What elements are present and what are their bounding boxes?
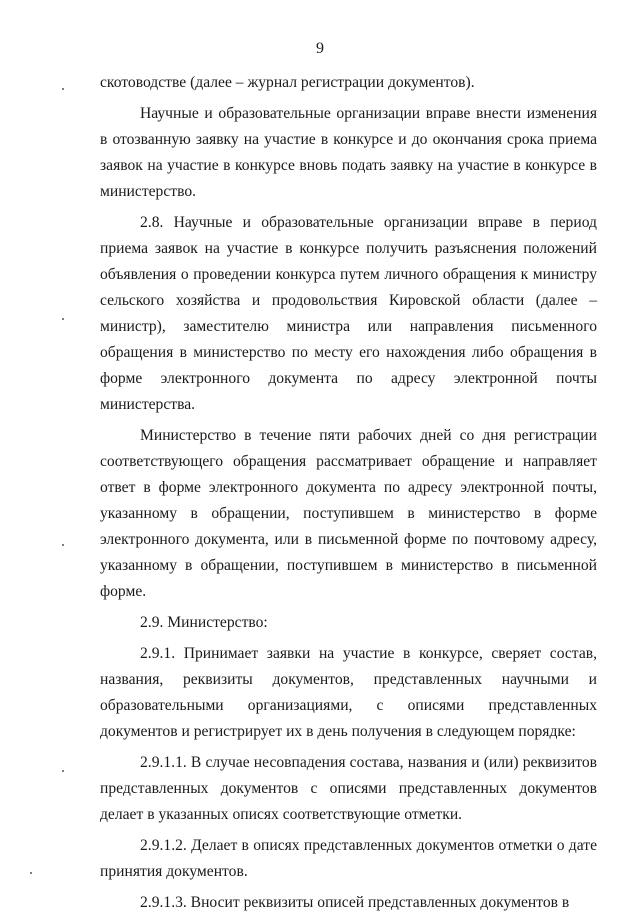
scan-speck bbox=[62, 770, 64, 772]
paragraph-ministry-response: Министерство в течение пяти рабочих дней со дня регистрации соответствующего обращения рассматривает обращение и направляет ответ в форме электронного документа по адресу электронной почты, указанному в обращении, поступившем в министерство в форме электронного документа, или в письменной форме по почтовому адресу, указанному в обращении, поступившем в министерство в письменной форме. bbox=[100, 427, 597, 600]
paragraph-2-9-1-1: 2.9.1.1. В случае несовпадения состава, названия и (или) реквизитов представленных документов с описями представленных документов делает в указанных описях соответствующие отметки. bbox=[100, 754, 597, 823]
paragraph-continuation: скотоводстве (далее – журнал регистрации документов). bbox=[100, 74, 475, 91]
page-number: 9 bbox=[316, 40, 324, 57]
scan-speck bbox=[62, 88, 64, 90]
paragraph-2-8: 2.8. Научные и образовательные организации вправе в период приема заявок на участие в конкурсе получить разъяснения положений объявления о проведении конкурса путем личного обращения к министру сельского хозяйства и продовольствия Кировской области (далее – министр), заместителю министра или направления письменного обращения в министерство по месту его нахождения либо обращения в форме электронного документа по адресу электронной почты министерства. bbox=[100, 214, 597, 413]
paragraph-amend-application: Научные и образовательные организации вправе внести изменения в отозванную заявку на участие в конкурсе и до окончания срока приема заявок на участие в конкурсе вновь подать заявку на участие в конкурсе в министерство. bbox=[100, 105, 597, 200]
paragraph-2-9-1-3: 2.9.1.3. Вносит реквизиты описей представленных документов в bbox=[140, 894, 570, 911]
paragraph-2-9-1: 2.9.1. Принимает заявки на участие в конкурсе, сверяет состав, названия, реквизиты документов, представленных научными и образовательными организациями, с описями представленных документов и регистрирует их в день получения в следующем порядке: bbox=[100, 645, 597, 740]
paragraph-2-9: 2.9. Министерство: bbox=[140, 614, 268, 631]
scan-speck bbox=[62, 318, 64, 320]
scan-speck bbox=[62, 544, 64, 546]
document-body bbox=[100, 70, 597, 916]
paragraph-2-9-1-2: 2.9.1.2. Делает в описях представленных документов отметки о дате принятия документов. bbox=[100, 837, 597, 880]
scan-speck bbox=[30, 872, 32, 874]
